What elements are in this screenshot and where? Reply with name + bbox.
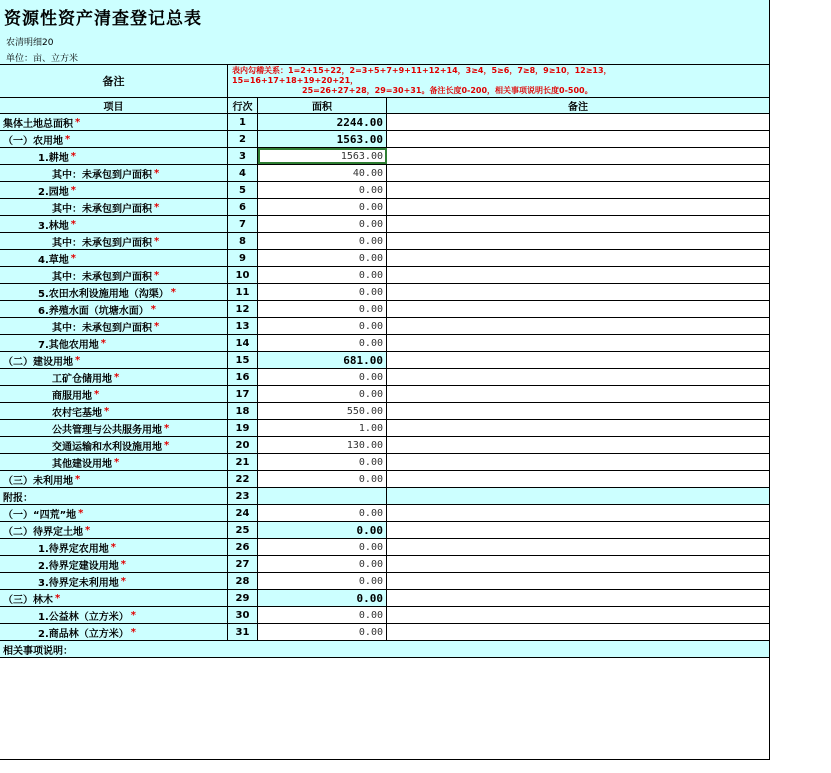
- table-row: [0, 267, 769, 284]
- area-cell[interactable]: 681.00: [258, 352, 387, 368]
- area-cell[interactable]: 550.00: [258, 403, 387, 419]
- table-row: [0, 318, 769, 335]
- note-cell[interactable]: [387, 131, 769, 147]
- note-cell[interactable]: [387, 607, 769, 623]
- required-marker: *: [85, 524, 91, 536]
- row-item-cell[interactable]: [0, 607, 228, 623]
- note-cell[interactable]: [387, 386, 769, 402]
- table-row: [0, 131, 769, 148]
- row-item-cell[interactable]: [0, 403, 228, 419]
- row-item-label: 2.待界定建设用地: [38, 560, 119, 572]
- required-marker: *: [164, 422, 170, 434]
- table-row: [0, 454, 769, 471]
- row-number-cell[interactable]: 31: [228, 624, 258, 640]
- row-item-cell[interactable]: [0, 216, 228, 232]
- rules-line-1: 表内勾稽关系：1=2+15+22，2=3+5+7+9+11+12+14，3≥4，5≥6，7≥8，9≥10，12≥13，: [232, 66, 612, 75]
- row-number-cell[interactable]: 3: [228, 148, 258, 164]
- sheet-header: [0, 0, 769, 65]
- row-item-cell[interactable]: [0, 437, 228, 453]
- note-cell[interactable]: [387, 590, 769, 606]
- row-item-cell[interactable]: [0, 573, 228, 589]
- row-item-cell[interactable]: [0, 352, 228, 368]
- required-marker: *: [78, 507, 84, 519]
- remarks-label: 相关事项说明：: [0, 641, 769, 658]
- header-area: 面积: [258, 98, 387, 113]
- row-number-cell[interactable]: 16: [228, 369, 258, 385]
- note-cell[interactable]: [387, 454, 769, 470]
- row-item-cell[interactable]: [0, 131, 228, 147]
- note-cell[interactable]: [387, 624, 769, 640]
- note-cell[interactable]: [387, 369, 769, 385]
- required-marker: *: [120, 558, 126, 570]
- note-cell[interactable]: [387, 335, 769, 351]
- row-item-label: 交通运输和水利设施用地: [52, 441, 162, 453]
- row-number-cell[interactable]: 12: [228, 301, 258, 317]
- table-row: [0, 607, 769, 624]
- row-item-label: （三）未利用地: [3, 475, 73, 487]
- header-row-number: 行次: [228, 98, 258, 113]
- required-marker: *: [104, 405, 110, 417]
- area-cell[interactable]: 0.00: [258, 573, 387, 589]
- header-note: 备注: [568, 102, 588, 113]
- required-marker: *: [114, 456, 120, 468]
- required-marker: *: [94, 388, 100, 400]
- row-number-cell[interactable]: 27: [228, 556, 258, 572]
- table-row: [0, 624, 769, 641]
- area-cell[interactable]: 130.00: [258, 437, 387, 453]
- note-cell[interactable]: [387, 267, 769, 283]
- row-item-label: （二）待界定土地: [3, 526, 83, 538]
- row-item-cell[interactable]: [0, 148, 228, 164]
- row-item-cell[interactable]: [0, 488, 228, 504]
- row-item-cell[interactable]: [0, 182, 228, 198]
- row-item-cell[interactable]: [0, 335, 228, 351]
- rules-line-2: 15=16+17+18+19+20+21，: [232, 76, 359, 85]
- area-cell[interactable]: 0.00: [258, 301, 387, 317]
- area-cell[interactable]: 0.00: [258, 182, 387, 198]
- row-item-label: 其中：未承包到户面积: [52, 203, 152, 215]
- required-marker: *: [65, 133, 71, 145]
- row-item-label: 附报：: [3, 492, 33, 504]
- area-cell[interactable]: 0.00: [258, 233, 387, 249]
- row-number-cell[interactable]: 4: [228, 165, 258, 181]
- row-number-cell[interactable]: 13: [228, 318, 258, 334]
- rules-line-3: 25=26+27+28，29=30+31。备注长度0-200，相关事项说明长度0-500。: [302, 86, 593, 95]
- page-title: 资源性资产清查登记总表: [4, 9, 202, 29]
- table-row: [0, 284, 769, 301]
- row-number-cell[interactable]: 29: [228, 590, 258, 606]
- table-row: [0, 182, 769, 199]
- area-cell[interactable]: 0.00: [258, 318, 387, 334]
- row-item-label: 其中：未承包到户面积: [52, 169, 152, 181]
- row-item-label: 公共管理与公共服务用地: [52, 424, 162, 436]
- table-row: [0, 335, 769, 352]
- row-number-cell[interactable]: 15: [228, 352, 258, 368]
- note-cell[interactable]: [387, 318, 769, 334]
- row-item-cell[interactable]: [0, 471, 228, 487]
- row-number-cell[interactable]: 9: [228, 250, 258, 266]
- row-number-cell[interactable]: 19: [228, 420, 258, 436]
- area-cell[interactable]: 0.00: [258, 284, 387, 300]
- row-item-label: （三）林木: [3, 594, 53, 606]
- area-cell[interactable]: 0.00: [258, 590, 387, 606]
- table-row: [0, 199, 769, 216]
- required-marker: *: [70, 150, 76, 162]
- table-row: [0, 522, 769, 539]
- row-item-cell[interactable]: [0, 590, 228, 606]
- row-number-cell[interactable]: 24: [228, 505, 258, 521]
- area-cell[interactable]: 0.00: [258, 505, 387, 521]
- row-number-cell[interactable]: 14: [228, 335, 258, 351]
- table-row: [0, 573, 769, 590]
- table-row: [0, 590, 769, 607]
- note-cell[interactable]: [387, 284, 769, 300]
- row-item-cell[interactable]: [0, 114, 228, 130]
- row-number-cell[interactable]: 1: [228, 114, 258, 130]
- table-row: [0, 216, 769, 233]
- table-row: [0, 233, 769, 250]
- area-cell[interactable]: 0.00: [258, 607, 387, 623]
- note-cell[interactable]: [387, 420, 769, 436]
- row-number-cell[interactable]: 30: [228, 607, 258, 623]
- row-number-cell[interactable]: 23: [228, 488, 258, 504]
- table-row: [0, 386, 769, 403]
- row-item-cell[interactable]: [0, 199, 228, 215]
- row-item-cell[interactable]: [0, 165, 228, 181]
- row-number-cell[interactable]: 6: [228, 199, 258, 215]
- area-cell[interactable]: 0.00: [258, 250, 387, 266]
- row-number-cell[interactable]: 17: [228, 386, 258, 402]
- row-item-label: 其他建设用地: [52, 458, 112, 470]
- table-row: [0, 250, 769, 267]
- note-cell[interactable]: [387, 573, 769, 589]
- note-cell[interactable]: [387, 539, 769, 555]
- table-row: [0, 488, 769, 505]
- required-marker: *: [75, 116, 81, 128]
- table-row: [0, 352, 769, 369]
- table-row: [0, 114, 769, 131]
- row-item-label: 3.林地: [38, 220, 69, 232]
- row-number-cell[interactable]: 2: [228, 131, 258, 147]
- row-number-cell[interactable]: 22: [228, 471, 258, 487]
- note-cell[interactable]: [387, 301, 769, 317]
- notes-label: 备注: [0, 65, 228, 97]
- row-item-cell[interactable]: [0, 386, 228, 402]
- row-item-label: 工矿仓储用地: [52, 373, 112, 385]
- required-marker: *: [75, 473, 81, 485]
- row-item-label: 4.草地: [38, 254, 69, 266]
- area-cell[interactable]: 0.00: [258, 471, 387, 487]
- row-item-cell[interactable]: [0, 267, 228, 283]
- area-cell[interactable]: 0.00: [258, 335, 387, 351]
- row-item-cell[interactable]: [0, 556, 228, 572]
- area-cell[interactable]: 2244.00: [258, 114, 387, 130]
- row-item-label: 1.待界定农用地: [38, 543, 109, 555]
- header-item: 项目: [0, 98, 228, 113]
- row-number-cell[interactable]: 8: [228, 233, 258, 249]
- area-cell[interactable]: 40.00: [258, 165, 387, 181]
- area-cell[interactable]: 1563.00: [258, 148, 387, 164]
- required-marker: *: [164, 439, 170, 451]
- required-marker: *: [154, 167, 160, 179]
- note-cell[interactable]: [387, 199, 769, 215]
- note-cell[interactable]: [387, 505, 769, 521]
- row-item-label: 商服用地: [52, 390, 92, 402]
- row-item-cell[interactable]: [0, 301, 228, 317]
- required-marker: *: [75, 354, 81, 366]
- row-item-label: 其中：未承包到户面积: [52, 237, 152, 249]
- table-row: [0, 505, 769, 522]
- row-item-cell[interactable]: [0, 539, 228, 555]
- row-item-label: 其中：未承包到户面积: [52, 271, 152, 283]
- note-cell[interactable]: [387, 182, 769, 198]
- row-item-label: 其中：未承包到户面积: [52, 322, 152, 334]
- table-row: [0, 471, 769, 488]
- row-item-cell[interactable]: [0, 369, 228, 385]
- column-headers: [0, 98, 769, 114]
- required-marker: *: [70, 184, 76, 196]
- note-cell[interactable]: [387, 556, 769, 572]
- table-row: [0, 403, 769, 420]
- table-row: [0, 369, 769, 386]
- unit-label: 单位：亩、立方米: [6, 54, 79, 64]
- row-number-cell[interactable]: 5: [228, 182, 258, 198]
- required-marker: *: [154, 235, 160, 247]
- area-cell[interactable]: 0.00: [258, 216, 387, 232]
- row-number-cell[interactable]: 25: [228, 522, 258, 538]
- row-item-label: 农村宅基地: [52, 407, 102, 419]
- required-marker: *: [130, 626, 136, 638]
- note-cell[interactable]: [387, 437, 769, 453]
- note-cell[interactable]: [387, 233, 769, 249]
- required-marker: *: [170, 286, 176, 298]
- row-item-label: 7.其他农用地: [38, 339, 99, 351]
- row-item-label: 2.园地: [38, 186, 69, 198]
- row-number-cell[interactable]: 20: [228, 437, 258, 453]
- note-cell[interactable]: [387, 216, 769, 232]
- table-row: [0, 539, 769, 556]
- note-cell[interactable]: [387, 165, 769, 181]
- required-marker: *: [120, 575, 126, 587]
- note-cell[interactable]: [387, 352, 769, 368]
- table-row: [0, 301, 769, 318]
- table-row: [0, 437, 769, 454]
- area-cell[interactable]: 1563.00: [258, 131, 387, 147]
- area-cell[interactable]: 0.00: [258, 199, 387, 215]
- required-marker: *: [100, 337, 106, 349]
- row-number-cell[interactable]: 18: [228, 403, 258, 419]
- row-item-cell[interactable]: [0, 624, 228, 640]
- area-cell[interactable]: 0.00: [258, 369, 387, 385]
- row-number-cell[interactable]: 11: [228, 284, 258, 300]
- row-item-cell[interactable]: [0, 505, 228, 521]
- validation-rules: [228, 65, 769, 97]
- row-item-label: （二）建设用地: [3, 356, 73, 368]
- row-item-label: （一）农用地: [3, 135, 63, 147]
- row-item-label: 1.耕地: [38, 152, 69, 164]
- row-number-cell[interactable]: 21: [228, 454, 258, 470]
- required-marker: *: [70, 218, 76, 230]
- row-item-label: （一）“四荒”地: [3, 509, 77, 521]
- required-marker: *: [154, 269, 160, 281]
- note-cell[interactable]: [387, 250, 769, 266]
- area-cell[interactable]: 0.00: [258, 267, 387, 283]
- note-cell[interactable]: [387, 471, 769, 487]
- row-item-label: 3.待界定未利用地: [38, 577, 119, 589]
- row-item-label: 集体土地总面积: [3, 118, 73, 130]
- table-row: [0, 420, 769, 437]
- required-marker: *: [130, 609, 136, 621]
- note-cell[interactable]: [387, 114, 769, 130]
- row-item-cell[interactable]: [0, 522, 228, 538]
- row-item-cell[interactable]: [0, 454, 228, 470]
- row-item-label: 5.农田水利设施用地（沟渠）: [38, 288, 169, 300]
- required-marker: *: [114, 371, 120, 383]
- table-row: [0, 556, 769, 573]
- form-code: 农清明细20: [6, 38, 54, 48]
- row-number-cell[interactable]: 28: [228, 573, 258, 589]
- row-item-label: 2.商品林（立方米）: [38, 628, 129, 640]
- row-item-cell[interactable]: [0, 250, 228, 266]
- row-number-cell[interactable]: 26: [228, 539, 258, 555]
- area-cell[interactable]: 0.00: [258, 624, 387, 640]
- data-rows: [0, 114, 769, 641]
- row-item-cell[interactable]: [0, 233, 228, 249]
- required-marker: *: [55, 592, 61, 604]
- row-item-label: 6.养殖水面（坑塘水面）: [38, 305, 149, 317]
- row-item-cell[interactable]: [0, 420, 228, 436]
- row-item-cell[interactable]: [0, 318, 228, 334]
- required-marker: *: [154, 201, 160, 213]
- area-cell[interactable]: 0.00: [258, 556, 387, 572]
- area-cell[interactable]: [258, 488, 387, 504]
- required-marker: *: [110, 541, 116, 553]
- required-marker: *: [150, 303, 156, 315]
- note-cell[interactable]: [387, 403, 769, 419]
- area-cell[interactable]: 0.00: [258, 522, 387, 538]
- required-marker: *: [70, 252, 76, 264]
- required-marker: *: [154, 320, 160, 332]
- area-cell[interactable]: 0.00: [258, 539, 387, 555]
- area-cell[interactable]: 1.00: [258, 420, 387, 436]
- row-item-cell[interactable]: [0, 284, 228, 300]
- row-item-label: 1.公益林（立方米）: [38, 611, 129, 623]
- table-row: [0, 165, 769, 182]
- note-cell[interactable]: [387, 488, 769, 504]
- table-row: [0, 148, 769, 165]
- row-number-cell[interactable]: 7: [228, 216, 258, 232]
- notes-row: [0, 65, 769, 98]
- area-cell[interactable]: 0.00: [258, 386, 387, 402]
- note-cell[interactable]: [387, 148, 769, 164]
- area-cell[interactable]: 0.00: [258, 454, 387, 470]
- note-cell[interactable]: [387, 522, 769, 538]
- row-number-cell[interactable]: 10: [228, 267, 258, 283]
